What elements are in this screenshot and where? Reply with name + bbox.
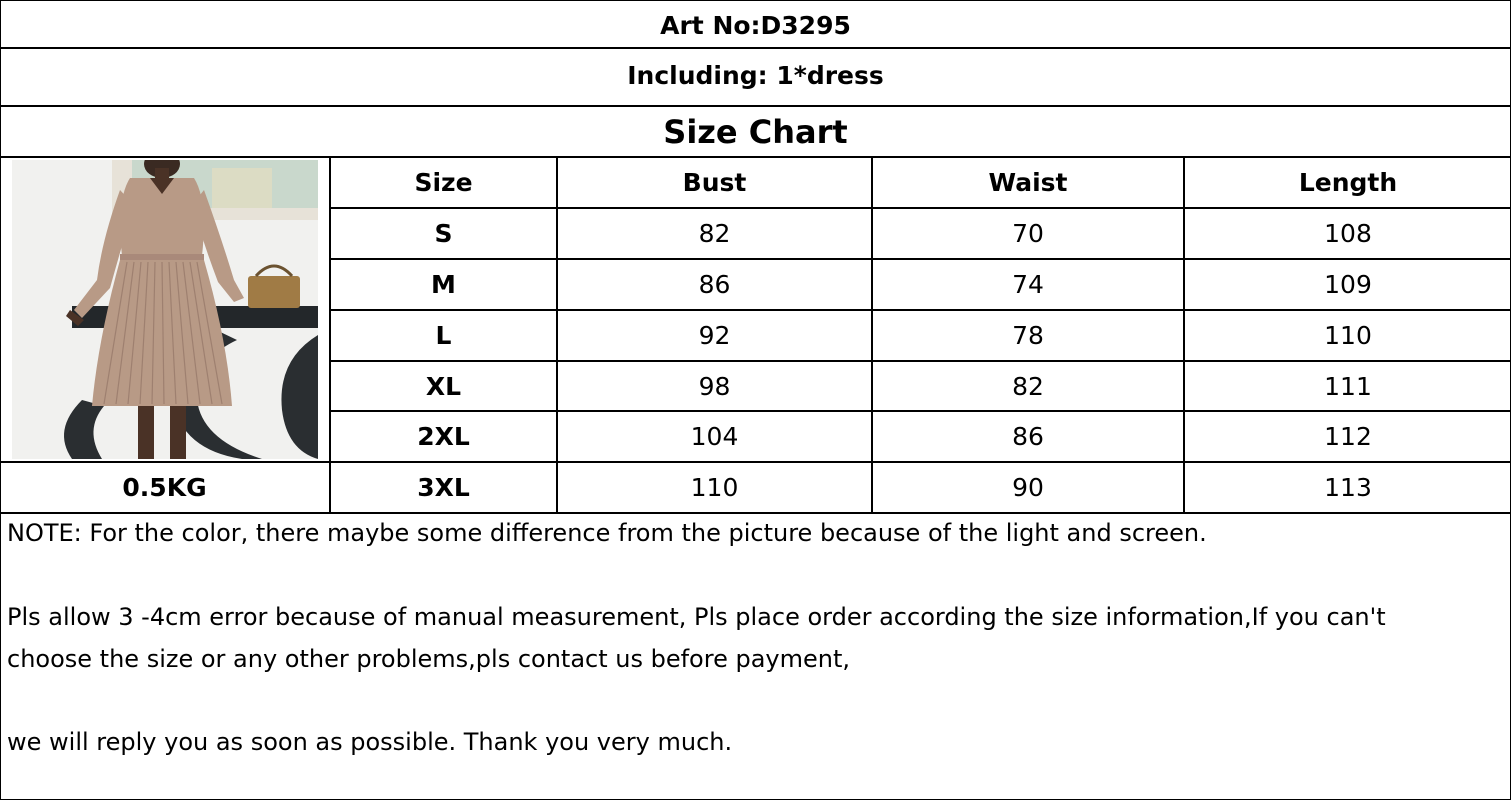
bust-cell: 104: [690, 422, 739, 451]
note-reply: we will reply you as soon as possible. Thank you very much.: [7, 728, 733, 756]
art-number: Art No:D3295: [660, 11, 851, 40]
note-color: NOTE: For the color, there maybe some difference from the picture because of the light and screen.: [7, 519, 1207, 547]
divider: [0, 105, 1511, 107]
size-chart-title: Size Chart: [663, 113, 848, 151]
size-cell: 2XL: [417, 422, 470, 451]
product-photo: [12, 160, 318, 459]
length-cell: 113: [1324, 473, 1372, 502]
bust-cell: 86: [698, 270, 731, 299]
waist-cell: 86: [1012, 422, 1044, 451]
column-header-length: Length: [1298, 168, 1398, 197]
divider: [0, 47, 1511, 49]
note-measurement: Pls allow 3 -4cm error because of manual measurement, Pls place order according the size information,If you can't: [7, 603, 1386, 631]
waist-cell: 90: [1012, 473, 1044, 502]
size-cell: 3XL: [417, 473, 470, 502]
package-weight: 0.5KG: [122, 473, 207, 502]
length-cell: 110: [1324, 321, 1372, 350]
note-contact: choose the size or any other problems,pls contact us before payment,: [7, 645, 851, 673]
divider: [0, 512, 1511, 514]
bust-cell: 82: [698, 219, 731, 248]
column-header-waist: Waist: [988, 168, 1068, 197]
waist-cell: 82: [1012, 371, 1044, 401]
length-cell: 112: [1324, 422, 1372, 451]
size-cell: M: [431, 270, 456, 299]
bust-cell: 92: [698, 321, 731, 350]
including-text: Including: 1*dress: [627, 61, 884, 90]
length-cell: 109: [1324, 270, 1372, 299]
bust-cell: 110: [690, 473, 739, 502]
bust-cell: 98: [698, 371, 731, 401]
dress-model-image: [12, 160, 318, 459]
length-cell: 111: [1324, 371, 1372, 401]
length-cell: 108: [1324, 219, 1372, 248]
waist-cell: 70: [1012, 219, 1044, 248]
waist-cell: 78: [1012, 321, 1044, 350]
column-header-size: Size: [414, 168, 473, 197]
size-cell: S: [434, 219, 453, 248]
column-header-bust: Bust: [682, 168, 747, 197]
size-cell: XL: [425, 371, 462, 401]
size-cell: L: [435, 321, 452, 350]
waist-cell: 74: [1012, 270, 1044, 299]
